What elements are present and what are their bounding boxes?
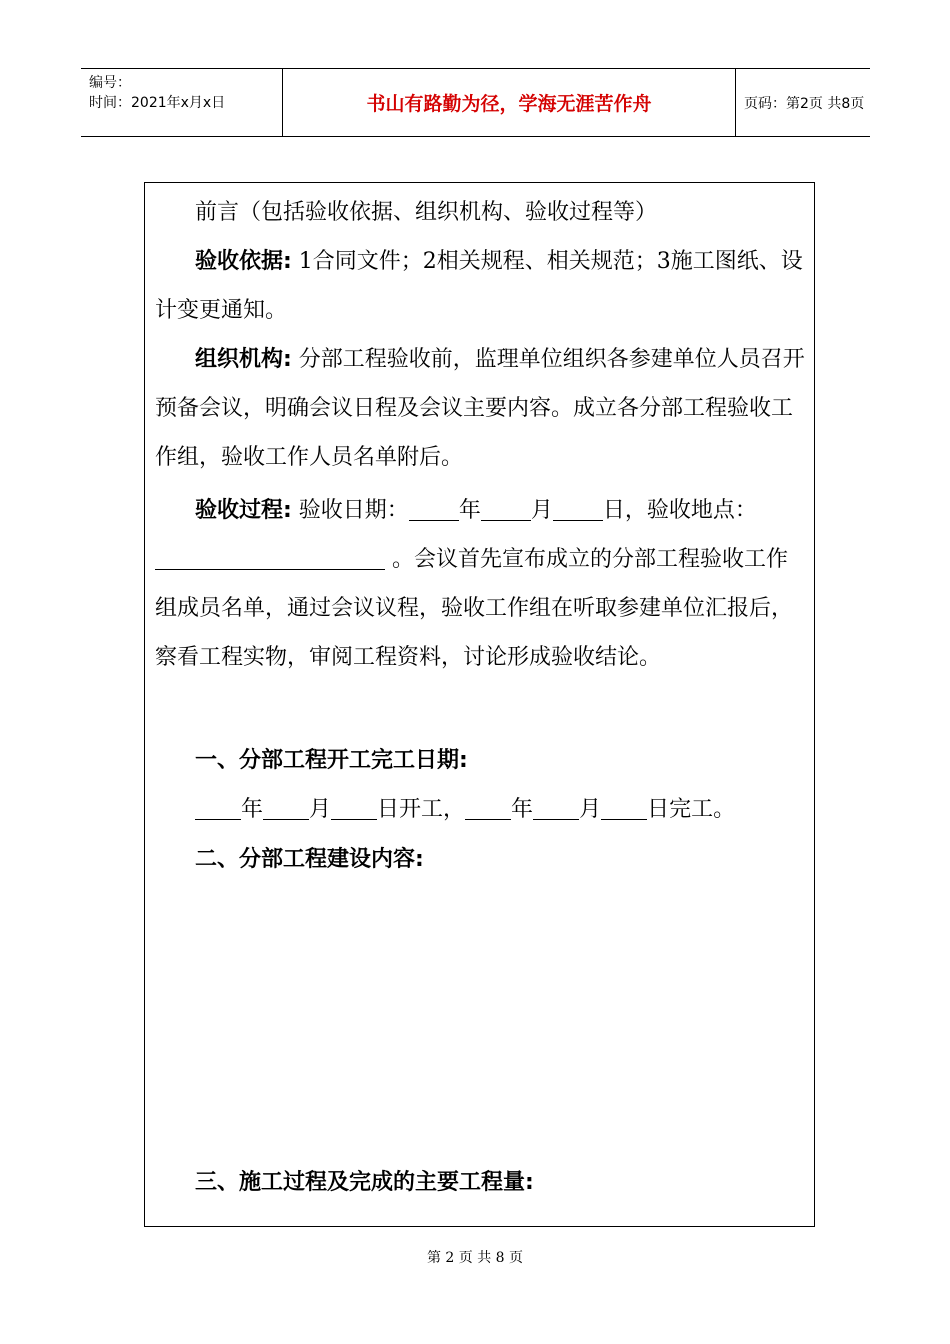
start-month-blank[interactable] xyxy=(263,795,309,820)
page-footer: 第 2 页 共 8 页 xyxy=(426,1250,524,1266)
process-label: 验收过程: xyxy=(195,498,292,523)
number-label: 编号： xyxy=(89,75,131,91)
header-meta-cell xyxy=(81,69,283,136)
org-text: 分部工程验收前，监理单位组织各参建单位人员召开预备会议，明确会议日程及会议主要内容。成立各分部工程验收工作组，验收工作人员名单附后。 xyxy=(155,347,805,470)
basis-text: 1合同文件；2相关规程、相关规范；3施工图纸、设计变更通知。 xyxy=(155,249,803,323)
org-label: 组织机构: xyxy=(195,347,292,372)
section2-title: 二、分部工程建设内容: xyxy=(195,847,424,872)
date-label: 时间：2021年x月x日 xyxy=(89,95,226,111)
section1-title: 一、分部工程开工完工日期: xyxy=(195,748,468,773)
end-month-blank[interactable] xyxy=(533,795,579,820)
basis-paragraph xyxy=(155,237,805,335)
section3-title: 三、施工过程及完成的主要工程量: xyxy=(195,1170,534,1195)
date-year-blank[interactable] xyxy=(409,496,459,521)
preface: 前言（包括验收依据、组织机构、验收过程等） xyxy=(195,200,658,225)
end-year-blank[interactable] xyxy=(465,795,511,820)
date-range-line: 年 月 日开工， 年 月 日完工。 xyxy=(155,785,805,834)
date-day-blank[interactable] xyxy=(553,496,603,521)
basis-label: 验收依据: xyxy=(195,249,292,274)
content-box xyxy=(144,182,815,1227)
place-blank[interactable] xyxy=(155,545,385,570)
motto: 书山有路勤为径，学海无涯苦作舟 xyxy=(283,69,736,136)
process-paragraph: 验收过程: 验收日期： 年 月 日，验收地点： 。会议首先宣布成立的分部工程验收工作组成员名单，通过会议议程，验收工作组在听取参建单位汇报后，察看工程实物，审阅工程资料，讨论形成验收结论。 xyxy=(155,498,794,670)
date-month-blank[interactable] xyxy=(481,496,531,521)
start-day-blank[interactable] xyxy=(331,795,377,820)
org-paragraph xyxy=(155,335,805,482)
start-year-blank[interactable] xyxy=(195,795,241,820)
end-day-blank[interactable] xyxy=(601,795,647,820)
header-table xyxy=(81,68,870,137)
page-label: 页码：第2页 共8页 xyxy=(744,95,865,112)
